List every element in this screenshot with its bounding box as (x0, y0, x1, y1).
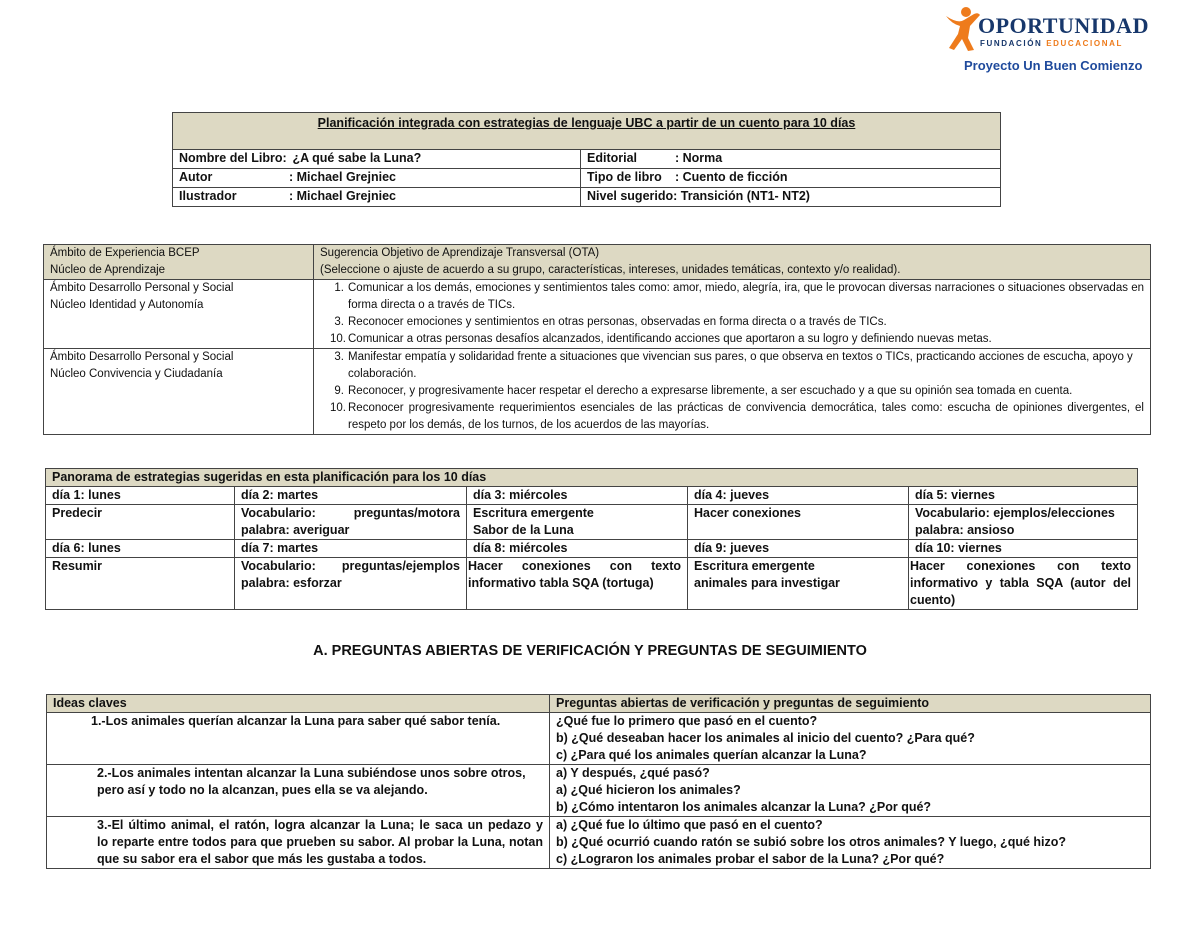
day-cell: día 1: lunes (46, 487, 235, 505)
author-label: Autor (179, 170, 213, 184)
objective-item: 9. Reconocer, y progresivamente hacer respetar el derecho a expresarse libremente, a ser escuchado y a que su opinión sea tomada en cuenta. (334, 385, 1073, 397)
objective-item: 10. Reconocer progresivamente requerimientos esenciales de las prácticas de convivencia democrática, tales como: escucha de opiniones divergentes, el respeto por los demás, de los turnos, de los acuerdos de las mayorías. (330, 402, 1144, 431)
book-name-value: ¿A qué sabe la Luna? (292, 151, 422, 165)
key-idea: 1.-Los animales querían alcanzar la Luna para saber qué sabor tenía. (47, 713, 550, 765)
key-idea: 2.-Los animales intentan alcanzar la Luna subiéndose unos sobre otros, pero así y todo no la alcanzan, pues ella se va alejando. (47, 765, 550, 817)
objective-item: 1. Comunicar a los demás, emociones y sentimientos tales como: amor, miedo, alegría, ira, que le provocan diversas narraciones o situaciones observadas en forma directa o a través de TICs. (334, 282, 1144, 311)
panorama-title: Panorama de estrategias sugeridas en esta planificación para los 10 días (46, 469, 1138, 487)
plan-title: Planificación integrada con estrategias de lenguaje UBC a partir de un cuento para 10 días (173, 113, 1001, 150)
day-cell: día 10: viernes (909, 540, 1138, 558)
question-row (47, 765, 1151, 817)
publisher-label: Editorial (587, 151, 638, 165)
book-type-value: : Cuento de ficción (675, 170, 788, 184)
strategy-cell: Vocabulario: preguntas/ejemplos palabra: esforzar (235, 558, 467, 610)
info-row (173, 169, 1001, 188)
day-cell: día 9: jueves (688, 540, 909, 558)
questions-header (47, 695, 1151, 713)
questions-header-cell: Preguntas abiertas de verificación y preguntas de seguimiento (550, 695, 1151, 713)
author-value: : Michael Grejniec (289, 170, 396, 184)
section-heading: A. PREGUNTAS ABIERTAS DE VERIFICACIÓN Y PREGUNTAS DE SEGUIMIENTO (313, 643, 867, 659)
strategy-cell: Predecir (46, 505, 235, 540)
day-cell: día 4: jueves (688, 487, 909, 505)
day-cell: día 5: viernes (909, 487, 1138, 505)
publisher-value: : Norma (675, 151, 723, 165)
book-name-label: Nombre del Libro: (179, 151, 287, 165)
question-row (47, 817, 1151, 869)
days-row (46, 540, 1138, 558)
info-row (173, 188, 1001, 207)
strategy-cell: Vocabulario: ejemplos/elecciones palabra: ansioso (909, 505, 1138, 540)
strategies-table (45, 468, 1138, 610)
info-row (173, 150, 1001, 169)
strategy-cell: Resumir (46, 558, 235, 610)
ota-instruction: (Seleccione o ajuste de acuerdo a su grupo, características, intereses, unidades temáticas, contexto y/o realidad). (320, 264, 901, 276)
logo-wordmark: OPORTUNIDAD (978, 13, 1149, 38)
objective-item: 10. Comunicar a otras personas desafíos alcanzados, identificando acciones que aportaron a su logro y definiendo nuevas metas. (330, 333, 992, 345)
strategy-cell: Escritura emergente Sabor de la Luna (467, 505, 688, 540)
strategy-cell: Hacer conexiones (688, 505, 909, 540)
ideas-header: Ideas claves (47, 695, 550, 713)
strategy-row (46, 505, 1138, 540)
ota-header: Sugerencia Objetivo de Aprendizaje Transversal (OTA) (320, 247, 600, 259)
strategy-cell: Hacer conexiones con texto informativo y tabla SQA (autor del cuento) (909, 558, 1138, 610)
objective-item: 3. Reconocer emociones y sentimientos en otras personas, observadas en forma directa o a través de TICs. (334, 316, 887, 328)
project-name: Proyecto Un Buen Comienzo (964, 58, 1143, 73)
illustrator-label: Ilustrador (179, 189, 237, 203)
strategy-cell: Vocabulario: preguntas/motora palabra: averiguar (235, 505, 467, 540)
objectives-header (44, 245, 1151, 280)
objective-row (44, 349, 1151, 435)
day-cell: día 3: miércoles (467, 487, 688, 505)
question-row (47, 713, 1151, 765)
strategy-row (46, 558, 1138, 610)
strategy-cell: Hacer conexiones con texto informativo tabla SQA (tortuga) (467, 558, 688, 610)
day-cell: día 2: martes (235, 487, 467, 505)
strategy-cell: Escritura emergente animales para investigar (688, 558, 909, 610)
book-info-table (172, 112, 1001, 207)
days-row (46, 487, 1138, 505)
nucleo-name: Núcleo Convivencia y Ciudadanía (50, 368, 223, 380)
nucleo-name: Núcleo Identidad y Autonomía (50, 299, 204, 311)
question-list: ¿Qué fue lo primero que pasó en el cuento? b) ¿Qué deseaban hacer los animales al inicio del cuento? ¿Para qué? c) ¿Para qué los animales querían alcanzar la Luna? (550, 713, 1151, 765)
objectives-table (43, 244, 1151, 435)
key-idea: 3.-El último animal, el ratón, logra alcanzar la Luna; le saca un pedazo y lo reparte entre todos para que prueben su sabor. Al probar la Luna, notan que su sabor era el sabor que más les gustaba a todos. (47, 817, 550, 869)
illustrator-value: : Michael Grejniec (289, 189, 396, 203)
oportunidad-logo (944, 6, 1149, 52)
level-label: Nivel sugerido: (587, 189, 678, 203)
questions-table (46, 694, 1151, 869)
day-cell: día 6: lunes (46, 540, 235, 558)
ambito-name: Ámbito Desarrollo Personal y Social (50, 282, 234, 294)
objective-item: 3. Manifestar empatía y solidaridad frente a situaciones que vivencian sus pares, o que observa en textos o TICs, practicando acciones de escucha, apoyo y colaboración. (334, 351, 1133, 380)
question-list: a) Y después, ¿qué pasó? a) ¿Qué hicieron los animales? b) ¿Cómo intentaron los animales alcanzar la Luna? ¿Por qué? (550, 765, 1151, 817)
ambito-header: Ámbito de Experiencia BCEP (50, 247, 200, 259)
objective-row (44, 280, 1151, 349)
logo-subtitle: FUNDACIÓN EDUCACIONAL (980, 39, 1123, 48)
book-type-label: Tipo de libro (587, 170, 662, 184)
day-cell: día 7: martes (235, 540, 467, 558)
day-cell: día 8: miércoles (467, 540, 688, 558)
level-value: Transición (NT1- NT2) (680, 189, 810, 203)
ambito-name: Ámbito Desarrollo Personal y Social (50, 351, 234, 363)
nucleo-header: Núcleo de Aprendizaje (50, 264, 166, 276)
question-list: a) ¿Qué fue lo último que pasó en el cuento? b) ¿Qué ocurrió cuando ratón se subió sobre los otros animales? Y luego, ¿qué hizo? c) ¿Lograron los animales probar el sabor de la Luna? ¿Por qué? (550, 817, 1151, 869)
